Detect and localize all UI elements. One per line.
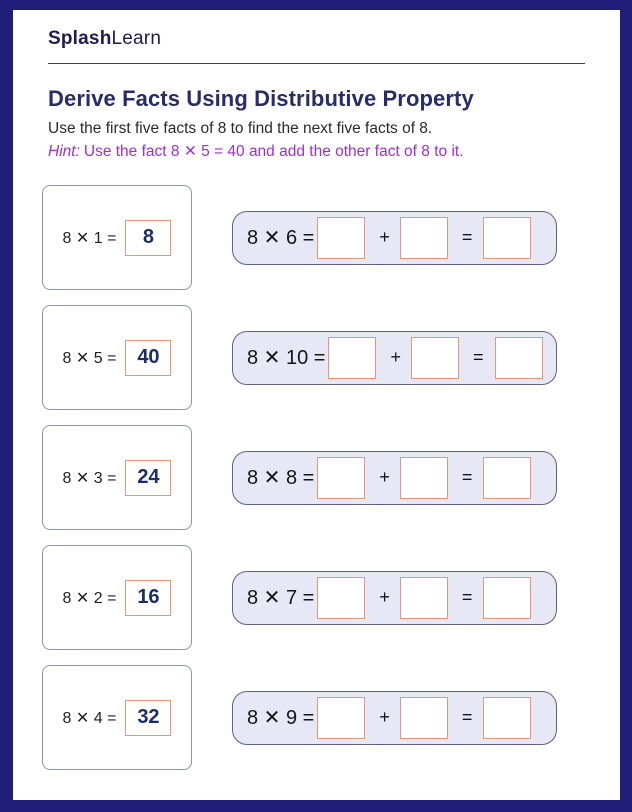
hint-body: Use the fact 8 ✕ 5 = 40 and add the other fact of 8 to it. — [83, 143, 464, 160]
hint-text — [48, 142, 585, 161]
plus-operator: + — [379, 227, 390, 247]
instruction-text: Use the first five facts of 8 to find the next five facts of 8. — [48, 120, 433, 137]
worksheet-rows — [42, 185, 620, 770]
page-title: Derive Facts Using Distributive Property — [48, 86, 474, 111]
equals-operator: = — [461, 707, 473, 727]
intro-section — [13, 86, 620, 161]
worksheet-row — [42, 185, 620, 290]
derive-fact-pill — [232, 571, 557, 625]
derive-expression: 8 ✕ 10 = — [247, 347, 326, 369]
equals-operator: = — [473, 347, 484, 367]
derive-input-box-1[interactable] — [317, 577, 365, 619]
known-fact-card — [42, 185, 192, 290]
known-fact-card — [42, 545, 192, 650]
derive-input-box-1[interactable] — [328, 337, 376, 379]
derive-input-box-3[interactable] — [495, 337, 543, 379]
equals-operator: = — [461, 467, 473, 487]
fact-answer-box: 16 — [125, 580, 171, 616]
brand-logo-splash: Splash — [48, 28, 112, 49]
known-fact-card — [42, 305, 192, 410]
derive-expression: 8 ✕ 9 = — [247, 707, 315, 729]
equals-operator: = — [461, 227, 473, 247]
fact-expression: 8 ✕ 3 = — [62, 469, 117, 487]
worksheet-row — [42, 545, 620, 650]
derive-fact-pill — [232, 691, 557, 745]
known-fact-card — [42, 425, 192, 530]
fact-expression: 8 ✕ 4 = — [62, 709, 117, 727]
fact-expression: 8 ✕ 2 = — [62, 589, 117, 607]
derive-input-box-3[interactable] — [483, 457, 531, 499]
derive-fact-pill — [232, 451, 557, 505]
plus-operator: + — [379, 587, 390, 607]
equals-operator: = — [461, 587, 473, 607]
plus-operator: + — [390, 347, 401, 367]
fact-answer-box: 32 — [125, 700, 171, 736]
derive-input-box-1[interactable] — [317, 217, 365, 259]
hint-label: Hint: — [48, 143, 80, 160]
derive-input-box-2[interactable] — [400, 217, 448, 259]
derive-fact-pill — [232, 331, 557, 385]
derive-expression: 8 ✕ 6 = — [247, 227, 315, 249]
fact-answer-box: 40 — [125, 340, 171, 376]
header — [13, 10, 620, 64]
derive-expression: 8 ✕ 8 = — [247, 467, 315, 489]
derive-input-box-1[interactable] — [317, 697, 365, 739]
fact-expression: 8 ✕ 5 = — [62, 349, 117, 367]
plus-operator: + — [379, 707, 390, 727]
derive-expression: 8 ✕ 7 = — [247, 587, 315, 609]
derive-input-box-3[interactable] — [483, 217, 531, 259]
header-divider — [48, 63, 585, 64]
fact-answer-box: 8 — [125, 220, 171, 256]
derive-input-box-3[interactable] — [483, 577, 531, 619]
derive-input-box-2[interactable] — [400, 457, 448, 499]
fact-expression: 8 ✕ 1 = — [62, 229, 117, 247]
brand-logo-learn: Learn — [111, 28, 162, 49]
derive-fact-pill — [232, 211, 557, 265]
derive-input-box-2[interactable] — [411, 337, 459, 379]
derive-input-box-1[interactable] — [317, 457, 365, 499]
fact-answer-box: 24 — [125, 460, 171, 496]
worksheet-row — [42, 305, 620, 410]
derive-input-box-2[interactable] — [400, 697, 448, 739]
brand-logo — [48, 28, 585, 50]
worksheet-row — [42, 665, 620, 770]
plus-operator: + — [379, 467, 390, 487]
worksheet-row — [42, 425, 620, 530]
known-fact-card — [42, 665, 192, 770]
derive-input-box-2[interactable] — [400, 577, 448, 619]
derive-input-box-3[interactable] — [483, 697, 531, 739]
